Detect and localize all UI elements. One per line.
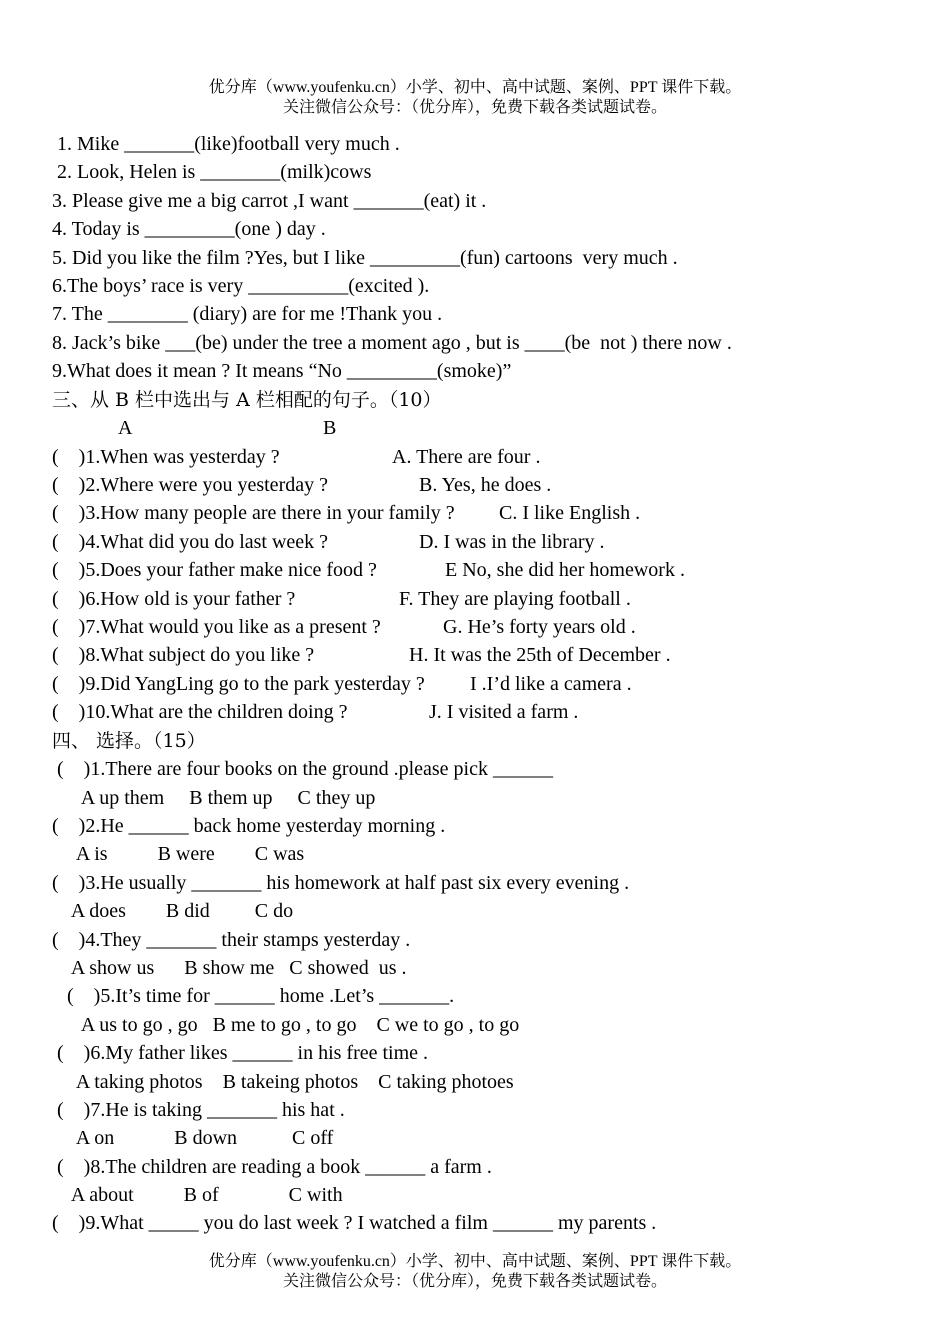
choice-options: A show us B show me C showed us . (52, 957, 407, 979)
question-line: 8. Jack’s bike ___(be) under the tree a moment ago , but is ____(be not ) there now . (52, 332, 732, 354)
question-line: 4. Today is _________(one ) day . (52, 218, 326, 240)
column-a-label: A (118, 417, 133, 439)
choice-question: ( )5.It’s time for ______ home .Let’s _______. (52, 985, 455, 1007)
choice-question: ( )6.My father likes ______ in his free time . (52, 1042, 429, 1064)
match-answer: A. There are four . (392, 446, 541, 468)
question-line: 9.What does it mean ? It means “No _________(smoke)” (52, 360, 512, 382)
choice-options: A on B down C off (52, 1127, 334, 1149)
question-line: 5. Did you like the film ?Yes, but I like _________(fun) cartoons very much . (52, 247, 678, 269)
column-b-label: B (323, 417, 337, 439)
choice-question: ( )8.The children are reading a book ______ a farm . (52, 1156, 492, 1178)
choice-options: A us to go , go B me to go , to go C we to go , to go (52, 1014, 520, 1036)
match-question: ( )10.What are the children doing ? (52, 701, 348, 723)
choice-question: ( )7.He is taking _______ his hat . (52, 1099, 345, 1121)
choice-question: ( )3.He usually _______ his homework at half past six every evening . (52, 872, 630, 894)
match-question: ( )4.What did you do last week ? (52, 531, 329, 553)
match-question: ( )7.What would you like as a present ? (52, 616, 381, 638)
question-line: 2. Look, Helen is ________(milk)cows (52, 161, 372, 183)
match-question: ( )8.What subject do you like ? (52, 644, 315, 666)
match-answer: J. I visited a farm . (429, 701, 579, 723)
match-answer: G. He’s forty years old . (443, 616, 636, 638)
match-question: ( )5.Does your father make nice food ? (52, 559, 377, 581)
choice-options: A up them B them up C they up (52, 787, 376, 809)
choice-question: ( )9.What _____ you do last week ? I watched a film ______ my parents . (52, 1212, 657, 1234)
question-line: 1. Mike _______(like)football very much . (52, 133, 400, 155)
question-line: 6.The boys’ race is very __________(excited ). (52, 275, 430, 297)
header-line-1: 优分库（www.youfenku.cn）小学、初中、高中试题、案例、PPT 课件下载。 (208, 79, 742, 96)
match-answer: D. I was in the library . (419, 531, 605, 553)
match-answer: I .I’d like a camera . (470, 673, 632, 695)
choice-question: ( )4.They _______ their stamps yesterday . (52, 929, 411, 951)
choice-options: A is B were C was (52, 843, 305, 865)
choice-question: ( )1.There are four books on the ground .please pick ______ (52, 758, 553, 780)
choice-options: A taking photos B takeing photos C taking photoes (52, 1071, 514, 1093)
match-question: ( )2.Where were you yesterday ? (52, 474, 328, 496)
match-answer: F. They are playing football . (399, 588, 631, 610)
choice-options: A does B did C do (52, 900, 294, 922)
match-answer: E No, she did her homework . (445, 559, 685, 581)
match-question: ( )3.How many people are there in your family ? (52, 502, 455, 524)
match-question: ( )9.Did YangLing go to the park yesterday ? (52, 673, 425, 695)
footer-line-1: 优分库（www.youfenku.cn）小学、初中、高中试题、案例、PPT 课件下载。 (208, 1253, 742, 1270)
section-title: 三、从 B 栏中选出与 A 栏相配的句子。（10） (52, 389, 442, 411)
match-answer: B. Yes, he does . (419, 474, 552, 496)
choice-options: A about B of C with (52, 1184, 343, 1206)
header-line-2: 关注微信公众号：（优分库），免费下载各类试题试卷。 (282, 99, 667, 116)
choice-question: ( )2.He ______ back home yesterday morning . (52, 815, 446, 837)
match-answer: C. I like English . (499, 502, 641, 524)
section-title: 四、 选择。（15） (52, 730, 206, 752)
question-line: 3. Please give me a big carrot ,I want _______(eat) it . (52, 190, 487, 212)
match-question: ( )1.When was yesterday ? (52, 446, 280, 468)
footer-line-2: 关注微信公众号：（优分库），免费下载各类试题试卷。 (282, 1273, 667, 1290)
match-question: ( )6.How old is your father ? (52, 588, 296, 610)
match-answer: H. It was the 25th of December . (409, 644, 671, 666)
question-line: 7. The ________ (diary) are for me !Thank you . (52, 303, 443, 325)
